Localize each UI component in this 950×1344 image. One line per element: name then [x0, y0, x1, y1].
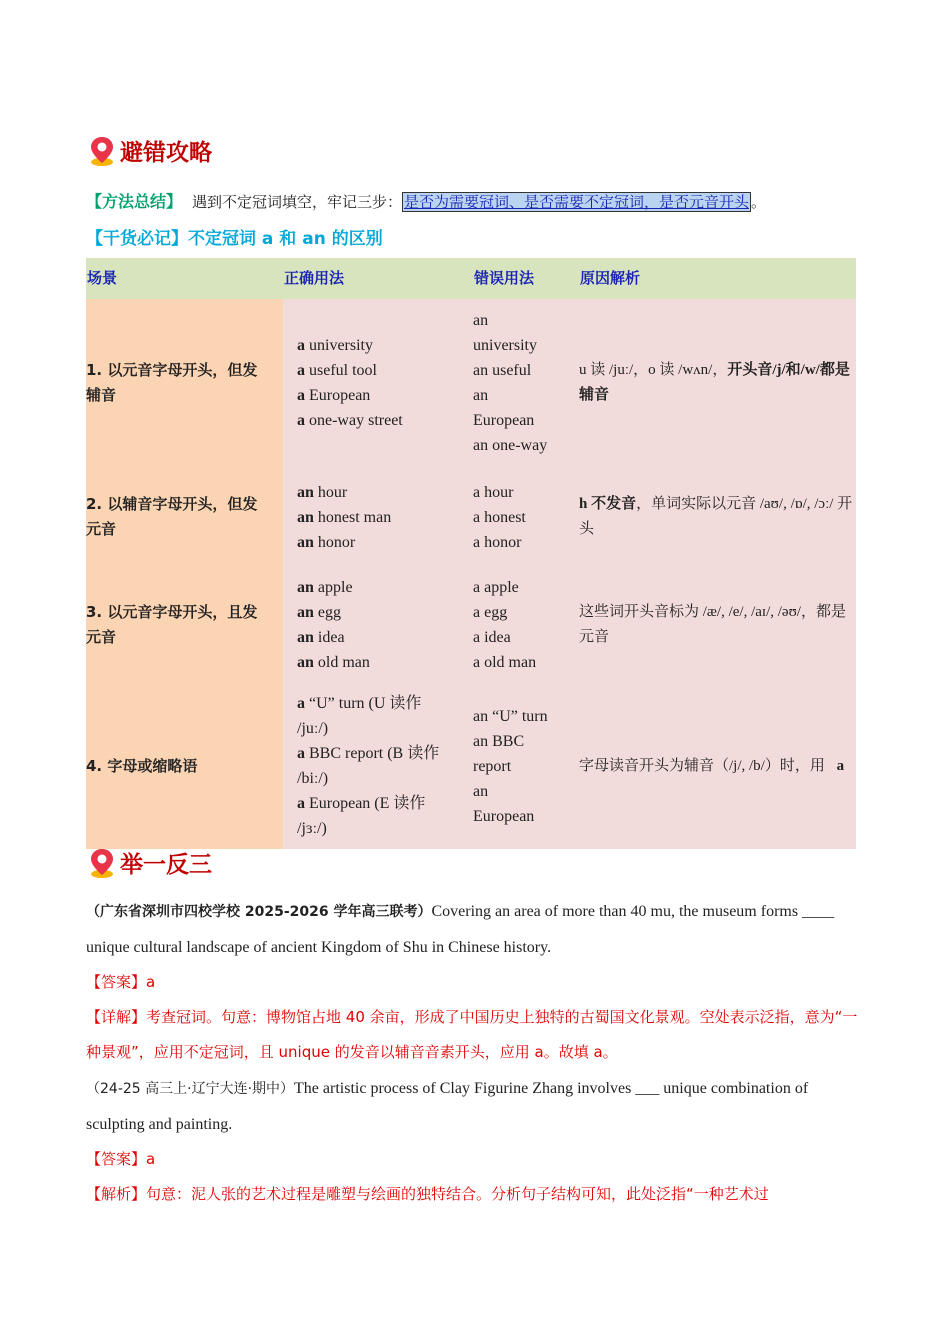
header-reason: 原因解析	[579, 258, 856, 299]
reason-cell: u 读 /juː/，o 读 /wʌn/，开头音/j/和/w/都是辅音	[579, 299, 856, 467]
scene-cell: 1. 以元音字母开头，但发辅音	[86, 299, 283, 467]
section-title-text: 避错攻略	[120, 140, 212, 166]
header-scene: 场景	[86, 258, 283, 299]
tip-heading	[86, 224, 383, 249]
question-1	[86, 894, 866, 1070]
section-title-text: 举一反三	[120, 852, 212, 878]
table-row	[86, 299, 856, 467]
question-2-detail: 【解析】句意：泥人张的艺术过程是雕塑与绘画的独特结合。分析句子结构可知，此处泛指“一种艺术过	[86, 1185, 769, 1203]
scene-cell: 3. 以元音字母开头，且发元音	[86, 567, 283, 683]
table-row	[86, 567, 856, 683]
scene-cell: 2. 以辅音字母开头，但发元音	[86, 467, 283, 567]
wrong-cell: an university an useful an European an one-way	[473, 299, 579, 467]
question-2-answer: 【答案】a	[86, 1150, 156, 1168]
reason-cell: h 不发音，单词实际以元音 /aʊ/, /ɒ/, /ɔː/ 开头	[579, 467, 856, 567]
section-title-examples	[88, 846, 212, 879]
correct-cell: an hour an honest man an honor	[283, 467, 473, 567]
section-title-avoid-errors	[88, 134, 212, 167]
method-summary	[86, 189, 766, 212]
method-end: 。	[751, 193, 767, 211]
wrong-cell: a hour a honest a honor	[473, 467, 579, 567]
header-correct: 正确用法	[283, 258, 473, 299]
wrong-cell: an “U” turn an BBC report an European	[473, 683, 579, 849]
scene-cell: 4. 字母或缩略语	[86, 683, 283, 849]
wrong-cell: a apple a egg a idea a old man	[473, 567, 579, 683]
table-header-row	[86, 258, 856, 299]
article-usage-table	[86, 258, 856, 849]
correct-cell: a “U” turn (U 读作 /juː/) a BBC report (B 读作 /biː/) a European (E 读作 /jɜː/)	[283, 683, 473, 849]
method-text: 遇到不定冠词填空，牢记三步：	[192, 193, 403, 211]
table-row	[86, 683, 856, 849]
header-wrong: 错误用法	[473, 258, 579, 299]
question-2-text: （24-25 高三上·辽宁大连·期中）The artistic process of Clay Figurine Zhang involves ___ unique combination of sculpting and painting.	[86, 1080, 809, 1133]
table-row	[86, 467, 856, 567]
question-2	[86, 1071, 866, 1212]
reason-cell: 这些词开头音标为 /æ/, /e/, /aɪ/, /əʊ/，都是元音	[579, 567, 856, 683]
location-pin-icon	[88, 135, 116, 167]
method-tag: 【方法总结】	[86, 192, 183, 211]
tip-text: 不定冠词 a 和 an 的区别	[188, 229, 383, 249]
method-highlight: 是否为需要冠词、是否需要不定冠词，是否元音开头	[404, 193, 750, 211]
tip-tag: 【干货必记】	[86, 229, 188, 249]
correct-cell: a university a useful tool a European a one-way street	[283, 299, 473, 467]
correct-cell: an apple an egg an idea an old man	[283, 567, 473, 683]
question-1-answer: 【答案】a	[86, 973, 156, 991]
location-pin-icon	[88, 847, 116, 879]
question-1-detail: 【详解】考查冠词。句意：博物馆占地 40 余亩，形成了中国历史上独特的古蜀国文化景观。空处表示泛指，意为“一种景观”，应用不定冠词，且 unique 的发音以辅音音素开头，应用 a。故填 a。	[86, 1008, 858, 1061]
question-1-text: （广东省深圳市四校学校 2025-2026 学年高三联考）Covering an area of more than 40 mu, the museum forms ____ unique cultural landscape of ancient Kingdom of Shu in Chinese history.	[86, 903, 835, 956]
reason-cell: 字母读音开头为辅音（/j/, /b/）时，用 a	[579, 683, 856, 849]
